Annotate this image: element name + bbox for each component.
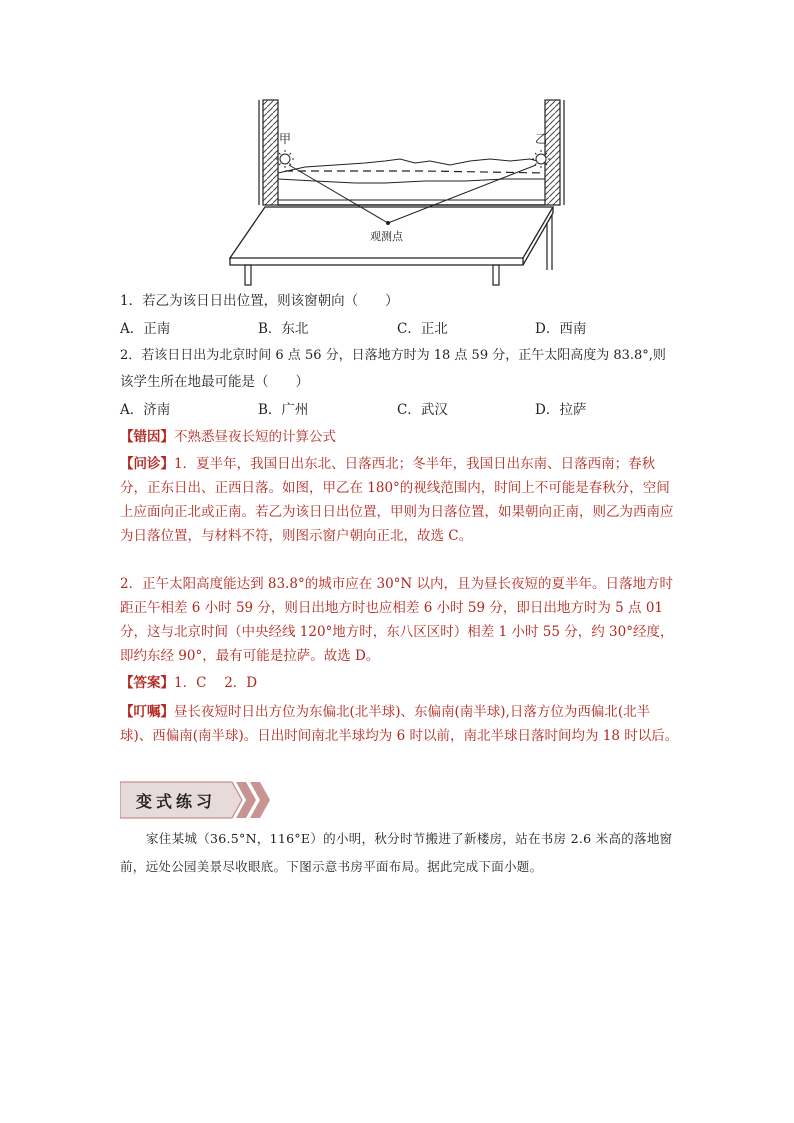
sight-line-yi bbox=[388, 165, 536, 223]
sun-jia-icon bbox=[276, 150, 294, 168]
window-diagram-figure bbox=[225, 95, 565, 290]
reminder bbox=[120, 700, 680, 748]
q2-option-c: C．武汉 bbox=[397, 402, 448, 418]
q1-option-c: C．正北 bbox=[397, 321, 448, 337]
left-window-frame bbox=[263, 100, 278, 205]
q1-option-a: A．正南 bbox=[120, 321, 171, 337]
error-cause-text: 不熟悉昼夜长短的计算公式 bbox=[174, 429, 336, 445]
question-2-stem-line1: 2．若该日日出为北京时间 6 点 56 分，日落地方时为 18 点 59 分，正午太阳高度为 83.8°,则 bbox=[120, 348, 666, 363]
exercise-intro: 家住某城（36.5°N，116°E）的小明，秋分时节搬进了新楼房，站在书房 2.6 米高的落地窗前，远处公园美景尽收眼底。下图示意书房平面布局。据此完成下面小题。 bbox=[120, 831, 673, 874]
q2-option-d: D．拉萨 bbox=[535, 402, 587, 418]
answer bbox=[120, 673, 257, 693]
observation-point bbox=[386, 221, 390, 225]
reminder-tag: 【叮嘱】 bbox=[120, 704, 174, 720]
error-cause-tag: 【错因】 bbox=[120, 429, 174, 445]
section-title: 变式练习 bbox=[136, 792, 217, 811]
sight-line-jia bbox=[289, 165, 388, 223]
window-diagram bbox=[225, 95, 565, 290]
diagnosis-part1-text: 1．夏半年，我国日出东北、日落西北；冬半年，我国日出东南、日落西南；春秋分，正东日出、正西日落。如图，甲乙在 180°的视线范围内，时间上不可能是春秋分，空间上应面向正北或正南。若乙为该日日出位置，甲则为日落位置，如果朝向正南，则乙为西南应为日落位置，与材料不符，则图示窗户朝向正北，故选 C。 bbox=[120, 456, 674, 544]
q1-option-d: D．西南 bbox=[535, 321, 587, 337]
dashed-horizon bbox=[285, 171, 545, 173]
diagnosis-part1 bbox=[120, 452, 680, 548]
label-yi: 乙 bbox=[535, 132, 548, 146]
diagnosis-tag: 【问诊】 bbox=[120, 456, 174, 472]
reminder-text: 昼长夜短时日出方位为东偏北(北半球)、东偏南(南半球),日落方位为西偏北(北半球)、西偏南(南半球)。日出时间南北半球均为 6 时以前，南北半球日落时间均为 18 时以后。 bbox=[120, 704, 679, 744]
q1-option-b: B．东北 bbox=[258, 321, 309, 337]
question-2-stem-line2: 该学生所在地最可能是（ ） bbox=[120, 374, 309, 390]
q2-option-a: A．济南 bbox=[120, 402, 171, 418]
observation-label: 观测点 bbox=[370, 230, 403, 243]
label-jia: 甲 bbox=[279, 132, 292, 146]
answer-tag: 【答案】 bbox=[120, 675, 174, 691]
error-cause bbox=[120, 427, 336, 447]
answer-text: 1．C 2．D bbox=[174, 675, 258, 691]
right-window-frame bbox=[545, 100, 560, 205]
question-1-stem: 1．若乙为该日日出位置，则该窗朝向（ ） bbox=[120, 293, 399, 309]
q2-option-b: B．广州 bbox=[258, 402, 309, 418]
diagnosis-part2: 2．正午太阳高度能达到 83.8°的城市应在 30°N 以内，且为昼长夜短的夏半年。日落地方时距正午相差 6 小时 59 分，则日出地方时也应相差 6 小时 59 分，即日出地方时为 5 点 01 分，这与北京时间（中央经线 120°地方时，东八区区时）相差 1 小时 55 分，约 30°经度，即约东经 90°，最有可能是拉萨。故选 D。 bbox=[120, 576, 674, 664]
